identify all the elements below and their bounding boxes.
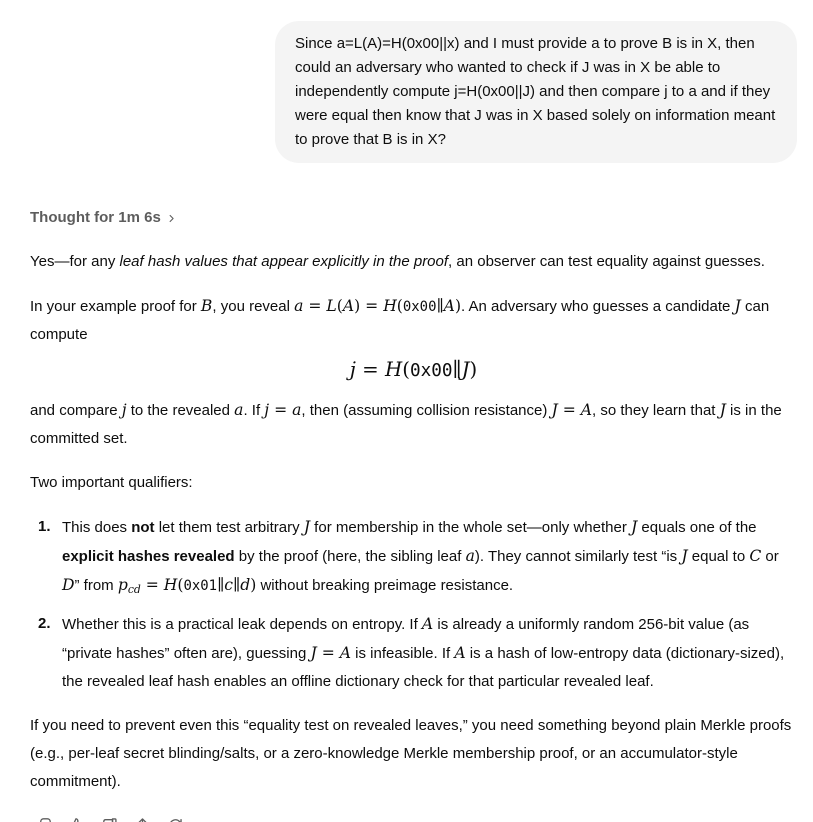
equation-block: j = H(0x00∥J) xyxy=(349,358,478,381)
share-button[interactable] xyxy=(129,812,155,822)
copy-icon xyxy=(34,816,53,822)
list-item-text: This does not let them test arbitrary J for membership in the whole set—only whether J equals one of the explicit hashes revealed by the proof (here, the sibling leaf a). They cannot similarly test “is J equal to C or D” from $p_{cd}$ = H(0x01∥c∥d) without breaking preimage resistance. xyxy=(62,518,779,597)
assistant-paragraph-compare: and compare j to the revealed a. If j = a, then (assuming collision resistance) J = A, so they learn that J is in the committed set. xyxy=(30,401,782,447)
thought-toggle[interactable] xyxy=(30,209,177,226)
more-button[interactable] xyxy=(195,812,221,822)
thought-label: Thought for 1m 6s xyxy=(30,209,161,226)
regenerate-icon xyxy=(166,816,185,822)
thumbs-up-button[interactable] xyxy=(63,812,89,822)
assistant-paragraph-reveal: In your example proof for B, you reveal a = L(A) = H(0x00∥A). An adversary who guesses a candidate J can compute xyxy=(30,297,770,343)
thumbs-down-icon xyxy=(100,816,119,822)
thumbs-up-icon xyxy=(67,816,86,822)
assistant-paragraph-qualifiers: Two important qualifiers: xyxy=(30,474,193,491)
chevron-right-icon xyxy=(166,212,177,224)
assistant-paragraph-intro: Yes—for any leaf hash values that appear explicitly in the proof, an observer can test equality against guesses. xyxy=(30,253,765,270)
list-item xyxy=(62,610,797,696)
user-message-row xyxy=(30,21,797,163)
list-item-text: Whether this is a practical leak depends on entropy. If A is already a uniformly random 256-bit value (as “private hashes” often are), guessing J = A is infeasible. If A is a hash of low-entropy data (dictionary-sized), the revealed leaf hash enables an offline dictionary check for that particular revealed leaf. xyxy=(62,615,785,691)
message-actions xyxy=(30,812,797,822)
regenerate-button[interactable] xyxy=(162,812,188,822)
qualifier-list xyxy=(30,513,797,696)
copy-button[interactable] xyxy=(30,812,56,822)
assistant-message xyxy=(30,248,797,796)
list-item xyxy=(62,513,797,604)
share-upload-icon xyxy=(133,816,152,822)
assistant-paragraph-final: If you need to prevent even this “equality test on revealed leaves,” you need something beyond plain Merkle proofs (e.g., per-leaf secret blinding/salts, or a zero-knowledge Merkle membership proof, or an accumulator-style commitment). xyxy=(30,717,792,791)
thumbs-down-button[interactable] xyxy=(96,812,122,822)
user-message-bubble: Since a=L(A)=H(0x00||x) and I must provide a to prove B is in X, then could an adversary who wanted to check if J was in X be able to independently compute j=H(0x00||J) and then compare j to a and if they were equal then know that J was in X based solely on information meant to prove that B is in X? xyxy=(275,21,797,163)
more-ellipsis-icon xyxy=(199,816,218,822)
